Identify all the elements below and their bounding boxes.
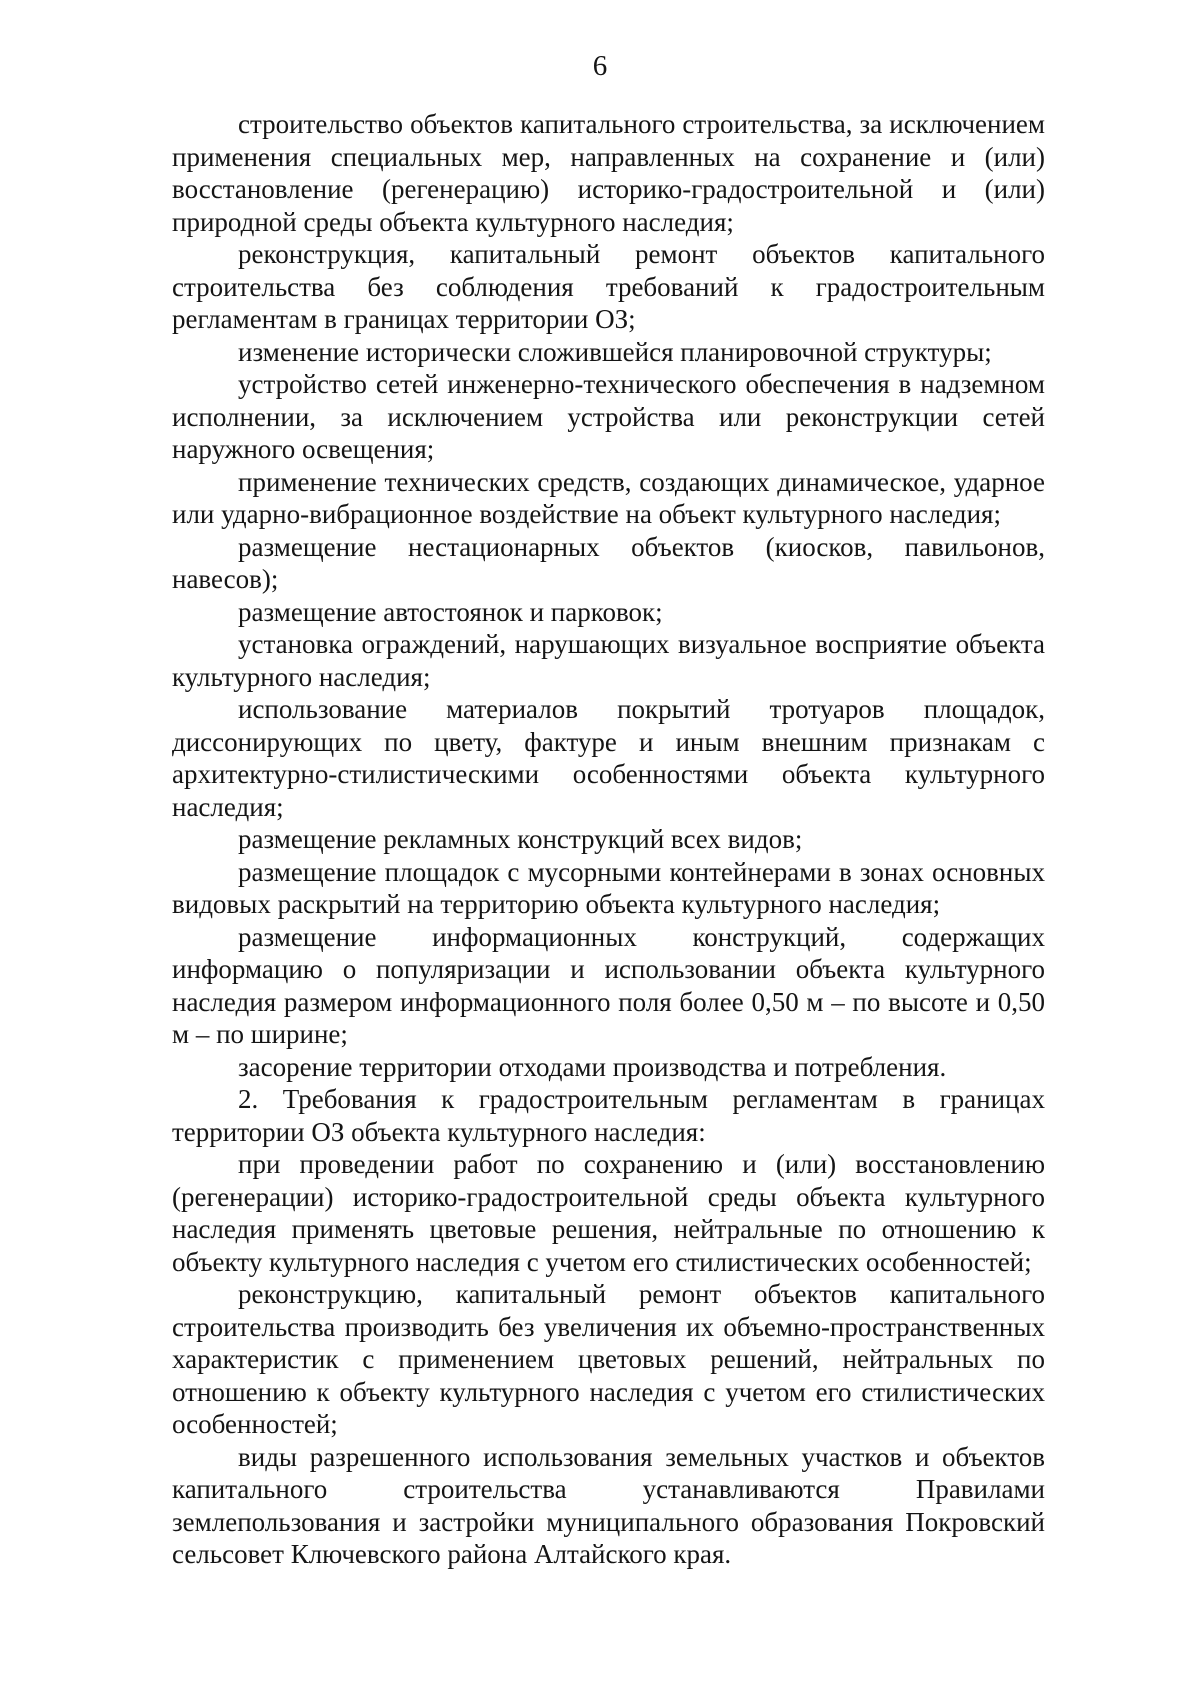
paragraph-technical-means: применение технических средств, создающих динамическое, ударное или ударно-вибрационное воздействие на объект культурного наследия;: [172, 466, 1045, 529]
document-body: [172, 108, 1045, 1571]
paragraph-engineering-networks: устройство сетей инженерно-технического обеспечения в надземном исполнении, за исключением устройства или реконструкции сетей наружного освещения;: [172, 369, 1045, 464]
paragraph-waste-containers: размещение площадок с мусорными контейнерами в зонах основных видовых раскрытий на территорию объекта культурного наследия;: [172, 856, 1045, 919]
paragraph-reconstruction-requirements: реконструкцию, капитальный ремонт объектов капитального строительства производить без увеличения их объемно-пространственных характеристик с применением цветовых решений, нейтральных по отношению к объекту культурного наследия с учетом его стилистических особенностей;: [172, 1279, 1045, 1439]
paragraph-reconstruction: реконструкция, капитальный ремонт объектов капитального строительства без соблюдения требований к градостроительным регламентам в границах территории ОЗ;: [172, 239, 1045, 334]
paragraph-advertising: размещение рекламных конструкций всех видов;: [238, 824, 803, 854]
paragraph-fences: установка ограждений, нарушающих визуальное восприятие объекта культурного наследия;: [172, 629, 1045, 692]
paragraph-permitted-use: виды разрешенного использования земельных участков и объектов капитального строительства устанавливаются Правилами землепользования и застройки муниципального образования Покровский сельсовет Ключевского района Алтайского края.: [172, 1441, 1045, 1569]
page-number: 6: [592, 50, 608, 82]
paragraph-non-stationary-objects: размещение нестационарных объектов (киосков, павильонов, навесов);: [172, 531, 1045, 594]
section-heading-requirements: 2. Требования к градостроительным регламентам в границах территории ОЗ объекта культурного наследия:: [172, 1084, 1045, 1147]
paragraph-littering: засорение территории отходами производства и потребления.: [238, 1051, 947, 1082]
paragraph-materials: использование материалов покрытий тротуаров площадок, диссонирующих по цвету, фактуре и иным внешним признакам с архитектурно-стилистическими особенностями объекта культурного наследия;: [172, 694, 1045, 822]
paragraph-color-solutions: при проведении работ по сохранению и (или) восстановлению (регенерации) историко-градостроительной среды объекта культурного наследия применять цветовые решения, нейтральные по отношению к объекту культурного наследия с учетом его стилистических особенностей;: [172, 1149, 1045, 1277]
paragraph-parking: размещение автостоянок и парковок;: [238, 596, 663, 627]
paragraph-information-structures: размещение информационных конструкций, содержащих информацию о популяризации и использовании объекта культурного наследия размером информационного поля более 0,50 м – по высоте и 0,50 м – по ширине;: [172, 921, 1045, 1049]
paragraph-planning-structure: изменение исторически сложившейся планировочной структуры;: [238, 336, 992, 367]
paragraph-capital-construction: строительство объектов капитального строительства, за исключением применения специальных мер, направленных на сохранение и (или) восстановление (регенерацию) историко-градостроительной и (или) природной среды объекта культурного наследия;: [172, 109, 1045, 237]
